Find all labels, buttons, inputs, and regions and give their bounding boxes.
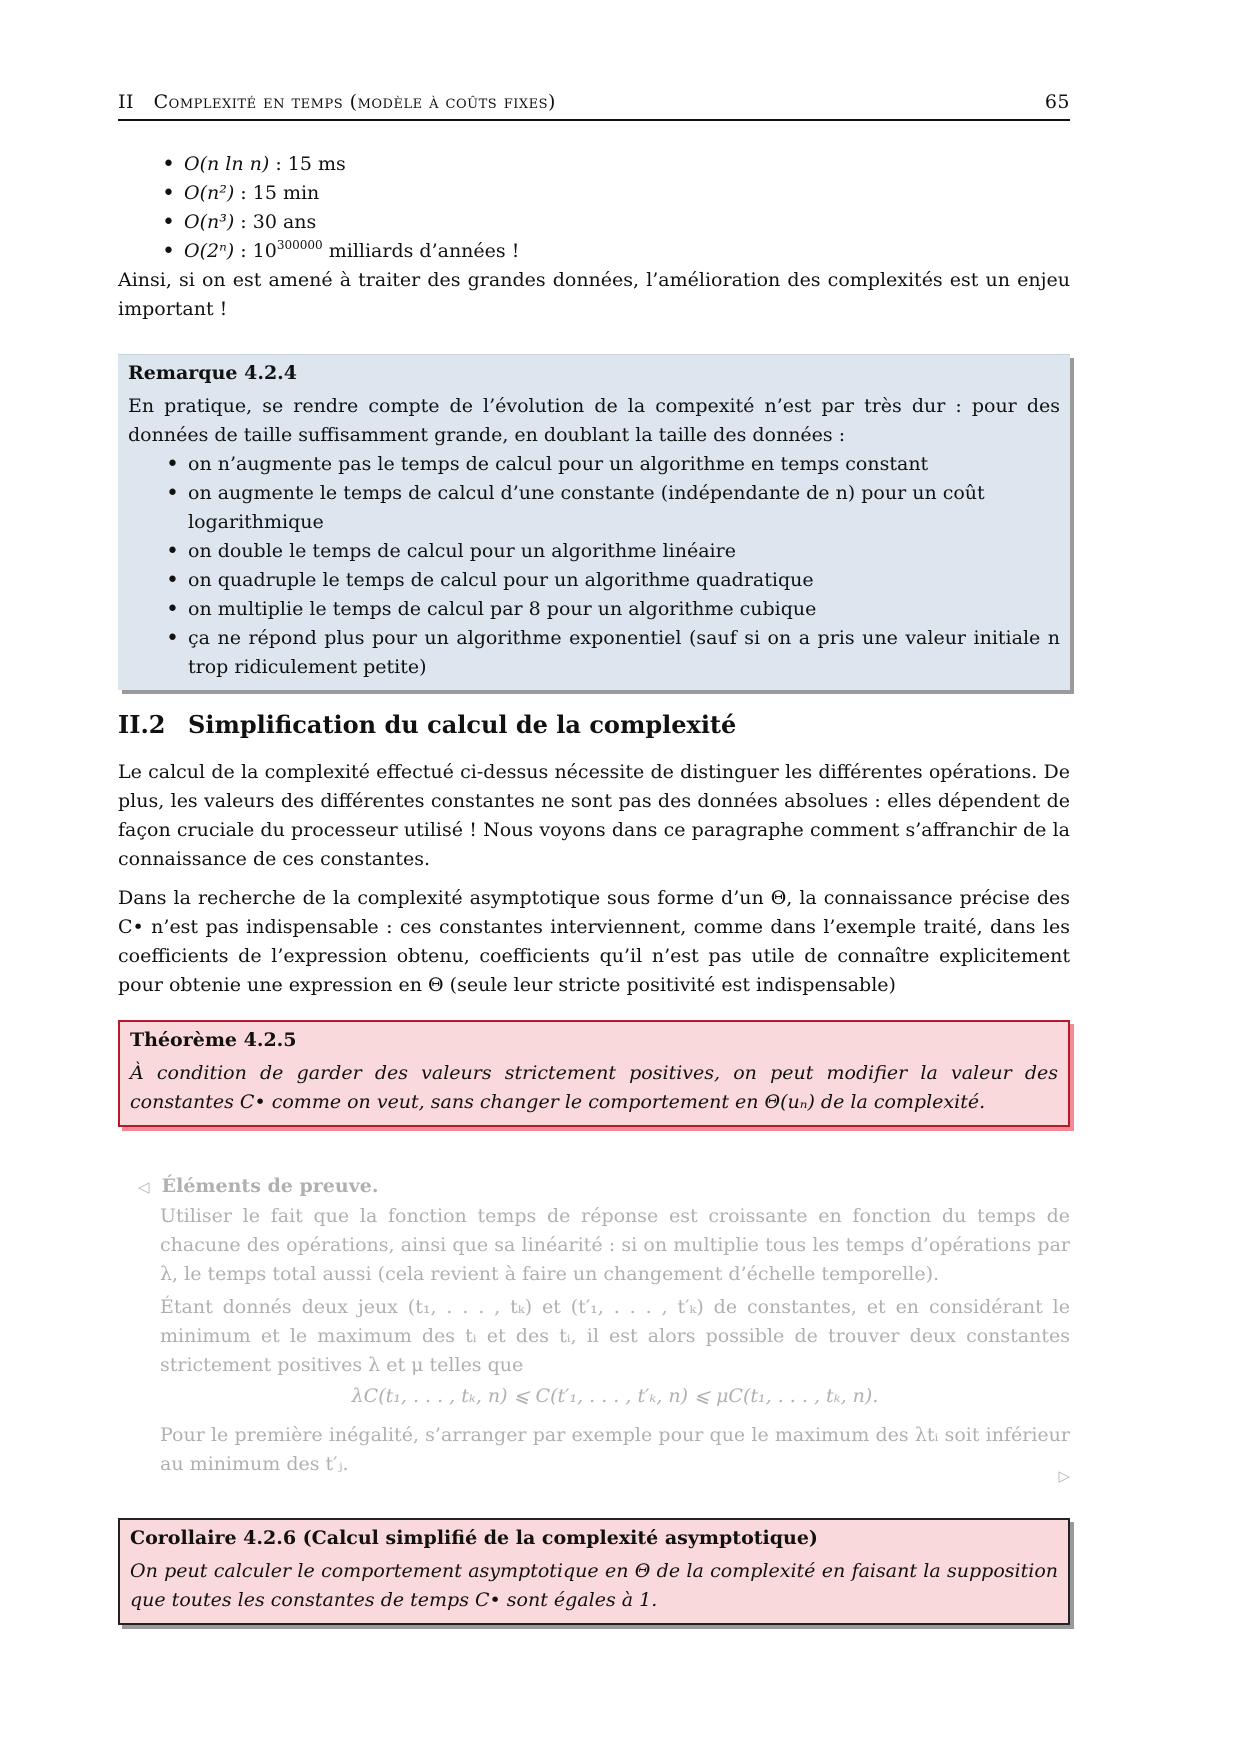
list-expr: O(2ⁿ) (184, 240, 235, 262)
running-header (118, 88, 1070, 121)
header-title: Complexité en temps (modèle à coûts fixes) (153, 91, 556, 113)
list-text: : 30 ans (234, 211, 317, 233)
list-superscript: 300000 (276, 238, 323, 252)
header-left (118, 88, 556, 117)
page-number: 65 (1044, 91, 1070, 113)
list-item (160, 179, 1070, 208)
corollary-box (118, 1518, 1070, 1625)
section-heading (118, 710, 1070, 739)
remark-box (118, 354, 1070, 690)
proof-paragraph-2: Étant donnés deux jeux (t₁, . . . , tₖ) et (t′₁, . . . , t′ₖ) de constantes, et en considérant le minimum et le maximum des tᵢ et des tᵢ, il est alors possible de trouver deux constantes strictement positives λ et μ telles que (160, 1296, 1070, 1376)
list-item: • ça ne répond plus pour un algorithme exponentiel (sauf si on a pris une valeur initiale n trop ridiculement petite) (164, 624, 1060, 682)
remark-list (164, 450, 1060, 682)
proof-start-icon: ◁ (138, 1178, 150, 1196)
section-title: Simplification du calcul de la complexité (188, 710, 737, 739)
list-expr: O(n²) (184, 182, 235, 204)
corollary-title: Corollaire 4.2.6 (Calcul simplifié de la complexité asymptotique) (130, 1527, 818, 1549)
remark-text: En pratique, se rendre compte de l’évolution de la compexité n’est par très dur : pour des données de taille suffisamment grande, en doublant la taille des données : (128, 395, 1060, 446)
header-chapter: II (118, 91, 135, 113)
corollary-statement: On peut calculer le comportement asymptotique en Θ de la complexité en faisant la supposition que toutes les constantes de temps C• sont égales à 1. (130, 1560, 1058, 1611)
complexity-times-list (160, 150, 1070, 266)
list-item (160, 150, 1070, 179)
list-item: • on quadruple le temps de calcul pour un algorithme quadratique (164, 566, 1060, 595)
theorem-statement: À condition de garder des valeurs strictement positives, on peut modifier la valeur des constantes C• comme on veut, sans changer le comportement en Θ(uₙ) de la complexité. (130, 1062, 1058, 1113)
intro-paragraph: Ainsi, si on est amené à traiter des grandes données, l’amélioration des complexités est un enjeu important ! (118, 269, 1070, 320)
list-expr: O(n ln n) (184, 153, 270, 175)
theorem-title: Théorème 4.2.5 (130, 1029, 297, 1051)
proof-title: Éléments de preuve. (161, 1175, 379, 1197)
list-text: milliards d’années ! (322, 240, 520, 262)
proof-block (138, 1172, 1070, 1485)
list-text: : 15 ms (269, 153, 346, 175)
list-item (160, 237, 1070, 266)
theorem-box (118, 1020, 1070, 1127)
section-number: II.2 (118, 710, 166, 739)
list-text: : 15 min (234, 182, 320, 204)
proof-paragraph-1: Utiliser le fait que la fonction temps de réponse est croissante en fonction du temps de chacune des opérations, ainsi que sa linéarité : si on multiplie tous les temps d’opérations par λ, le temps total aussi (cela revient à faire un changement d’échelle temporelle). (160, 1205, 1070, 1285)
list-text-before: : 10 (234, 240, 277, 262)
paragraph-2: Dans la recherche de la complexité asymptotique sous forme d’un Θ, la connaissance précise des C• n’est pas indispensable : ces constantes interviennent, comme dans l’exemple traité, dans les coefficients de l’expression obtenu, coefficients qu’il n’est pas utile de connaître explicitement pour obtenie une expression en Θ (seule leur stricte positivité est indispensable) (118, 887, 1070, 996)
paragraph-1: Le calcul de la complexité effectué ci-dessus nécessite de distinguer les différentes opérations. De plus, les valeurs des différentes constantes ne sont pas des données absolues : elles dépendent de façon cruciale du processeur utilisé ! Nous voyons dans ce paragraphe comment s’affranchir de la connaissance de ces constantes. (118, 761, 1070, 870)
list-expr: O(n³) (184, 211, 235, 233)
list-item: • on double le temps de calcul pour un algorithme linéaire (164, 537, 1060, 566)
list-item: • on augmente le temps de calcul d’une constante (indépendante de n) pour un coût logarithmique (164, 479, 1060, 537)
remark-title: Remarque 4.2.4 (128, 362, 297, 384)
proof-paragraph-3: Pour le première inégalité, s’arranger par exemple pour que le maximum des λtᵢ soit inférieur au minimum des t′ⱼ. (160, 1424, 1070, 1475)
proof-equation: λC(t₁, . . . , tₖ, n) ⩽ C(t′₁, . . . , t′ₖ, n) ⩽ μC(t₁, . . . , tₖ, n). (351, 1385, 879, 1407)
list-item: • on multiplie le temps de calcul par 8 pour un algorithme cubique (164, 595, 1060, 624)
list-item (160, 208, 1070, 237)
list-item: • on n’augmente pas le temps de calcul pour un algorithme en temps constant (164, 450, 1060, 479)
proof-end-icon: ▷ (1058, 1467, 1070, 1485)
